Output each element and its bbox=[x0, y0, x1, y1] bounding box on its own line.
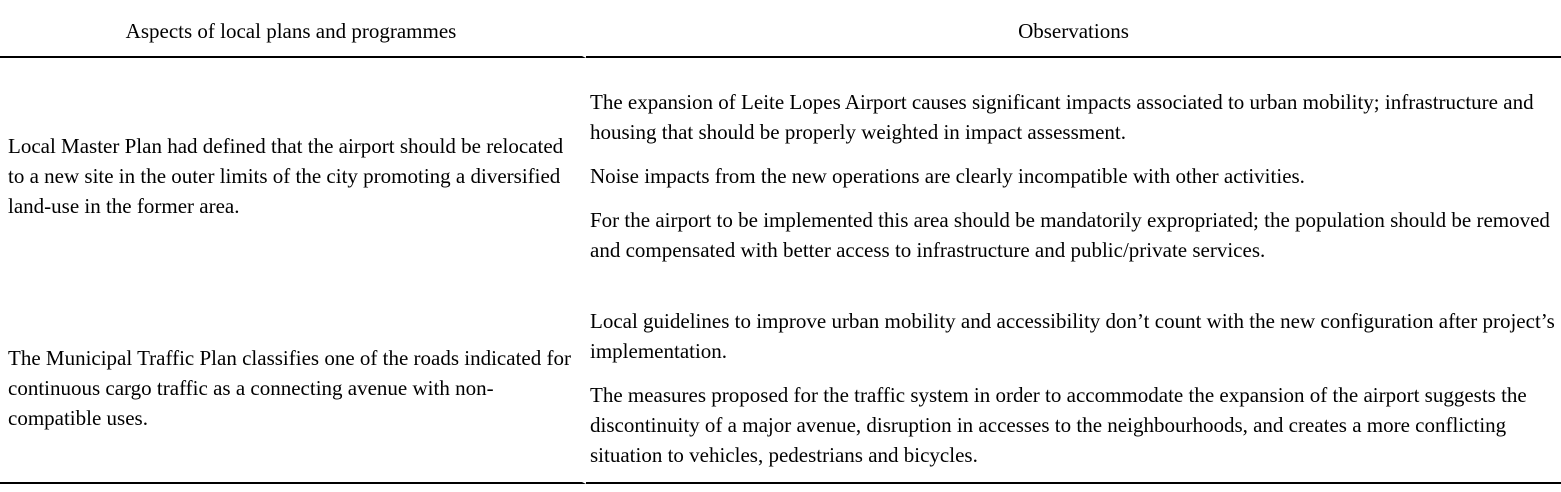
plans-observations-table bbox=[0, 6, 1561, 484]
aspect-text: The Municipal Traffic Plan classifies one of the roads indicated for continuous cargo traffic as a connecting avenue with non-compatible uses. bbox=[8, 346, 571, 430]
observation-text: For the airport to be implemented this area should be mandatorily expropriated; the population should be removed and compensated with better access to infrastructure and public/private services. bbox=[590, 208, 1550, 262]
table-row bbox=[0, 58, 1561, 294]
table-row bbox=[0, 294, 1561, 484]
aspect-cell bbox=[0, 294, 586, 484]
observations-cell bbox=[586, 294, 1561, 484]
observation-text: The expansion of Leite Lopes Airport causes significant impacts associated to urban mobility; infrastructure and housing that should be properly weighted in impact assessment. bbox=[590, 90, 1534, 144]
column-header-aspects: Aspects of local plans and programmes bbox=[0, 6, 586, 58]
column-header-observations: Observations bbox=[586, 6, 1561, 58]
table-body bbox=[0, 58, 1561, 484]
observation-text: Noise impacts from the new operations are clearly incompatible with other activities. bbox=[590, 164, 1305, 188]
header-row bbox=[0, 6, 1561, 58]
observations-cell bbox=[586, 58, 1561, 294]
table-header bbox=[0, 6, 1561, 58]
aspect-text: Local Master Plan had defined that the airport should be relocated to a new site in the outer limits of the city promoting a diversified land-use in the former area. bbox=[8, 134, 564, 218]
observation-text: Local guidelines to improve urban mobility and accessibility don’t count with the new configuration after project’s implementation. bbox=[590, 309, 1555, 363]
observation-text: The measures proposed for the traffic system in order to accommodate the expansion of the airport suggests the discontinuity of a major avenue, disruption in accesses to the neighbourhoods, and creates a more conflicting situation to vehicles, pedestrians and bicycles. bbox=[590, 383, 1527, 467]
aspect-cell bbox=[0, 58, 586, 294]
